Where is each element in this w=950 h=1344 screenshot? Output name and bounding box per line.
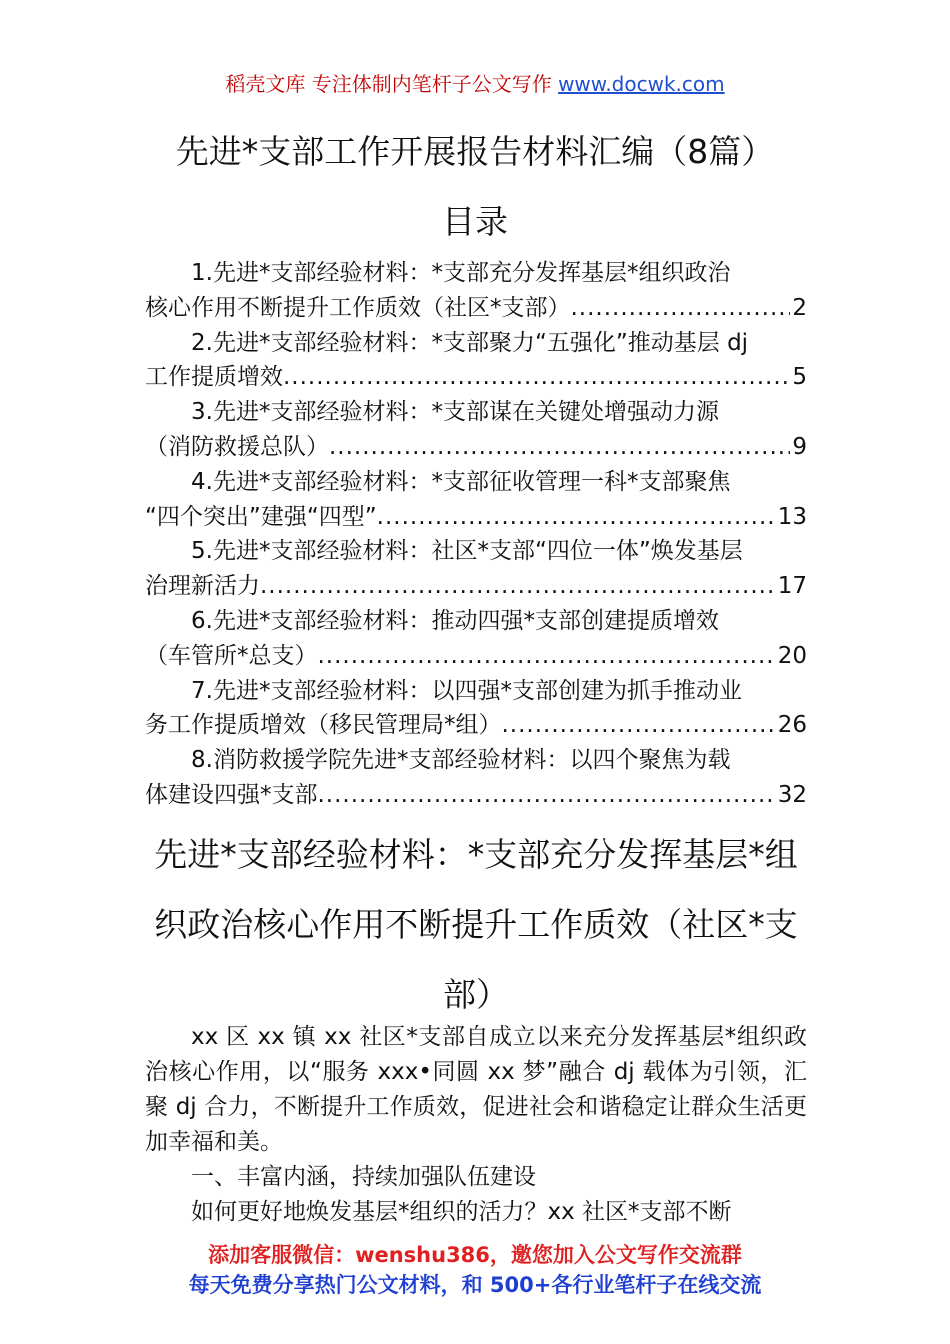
toc-item[interactable]: 3.先进*支部经验材料：*支部谋在关键处增强动力源 （消防救援总队） ..... 9 bbox=[145, 395, 807, 465]
toc-item[interactable]: 1.先进*支部经验材料：*支部充分发挥基层*组织政治 核心作用不断提升工作质效（社区*支部） ..... 2 bbox=[145, 256, 807, 326]
section-body bbox=[145, 1020, 807, 1230]
toc-item[interactable]: 2.先进*支部经验材料：*支部聚力“五强化”推动基层 dj 工作提质增效 ..... 5 bbox=[145, 326, 807, 396]
toc-page-number: 20 bbox=[777, 642, 807, 669]
body-paragraph: 如何更好地焕发基层*组织的活力？xx 社区*支部不断 bbox=[191, 1199, 732, 1225]
header-site-text: 稻壳文库 专注体制内笔杆子公文写作 bbox=[225, 72, 552, 96]
table-of-contents bbox=[145, 256, 807, 813]
toc-item[interactable]: 8.消防救援学院先进*支部经验材料：以四个聚焦为载 体建设四强*支部 ..... 32 bbox=[145, 743, 807, 813]
toc-item[interactable]: 5.先进*支部经验材料：社区*支部“四位一体”焕发基层 治理新活力 ..... 17 bbox=[145, 534, 807, 604]
toc-page-number: 17 bbox=[777, 573, 807, 600]
toc-page-number: 32 bbox=[777, 781, 807, 808]
page-header bbox=[0, 70, 950, 98]
body-paragraph: xx 区 xx 镇 xx 社区*支部自成立以来充分发挥基层*组织政治核心作用，以“服务 xxx•同圆 xx 梦”融合 dj 载体为引领，汇聚 dj 合力，不断提升工作质效，促进社会和谐稳定让群众生活更加幸福和美。 bbox=[145, 1024, 807, 1155]
footer-share-line: 每天免费分享热门公文材料，和 500+各行业笔杆子在线交流 bbox=[188, 1273, 762, 1297]
toc-page-number: 2 bbox=[792, 294, 807, 321]
toc-item[interactable]: 6.先进*支部经验材料：推动四强*支部创建提质增效 （车管所*总支） ..... 20 bbox=[145, 604, 807, 674]
header-url-link[interactable]: www.docwk.com bbox=[558, 72, 725, 96]
toc-page-number: 9 bbox=[792, 433, 807, 460]
document-title: 先进*支部工作开展报告材料汇编（8篇） bbox=[175, 132, 775, 171]
footer-wechat-line: 添加客服微信：wenshu386，邀您加入公文写作交流群 bbox=[208, 1243, 742, 1267]
section-title: 先进*支部经验材料：*支部充分发挥基层*组织政治核心作用不断提升工作质效（社区*支部） bbox=[154, 835, 798, 1014]
toc-page-number: 26 bbox=[777, 712, 807, 739]
toc-item[interactable]: 4.先进*支部经验材料：*支部征收管理一科*支部聚焦 “四个突出”建强“四型” ..... 13 bbox=[145, 465, 807, 535]
toc-item[interactable]: 7.先进*支部经验材料：以四强*支部创建为抓手推动业 务工作提质增效（移民管理局*组） ..... 26 bbox=[145, 674, 807, 744]
page-footer bbox=[0, 1240, 950, 1300]
toc-page-number: 5 bbox=[792, 364, 807, 391]
toc-page-number: 13 bbox=[777, 503, 807, 530]
section-subheading: 一、丰富内涵，持续加强队伍建设 bbox=[191, 1164, 536, 1190]
toc-heading: 目录 bbox=[442, 202, 508, 241]
